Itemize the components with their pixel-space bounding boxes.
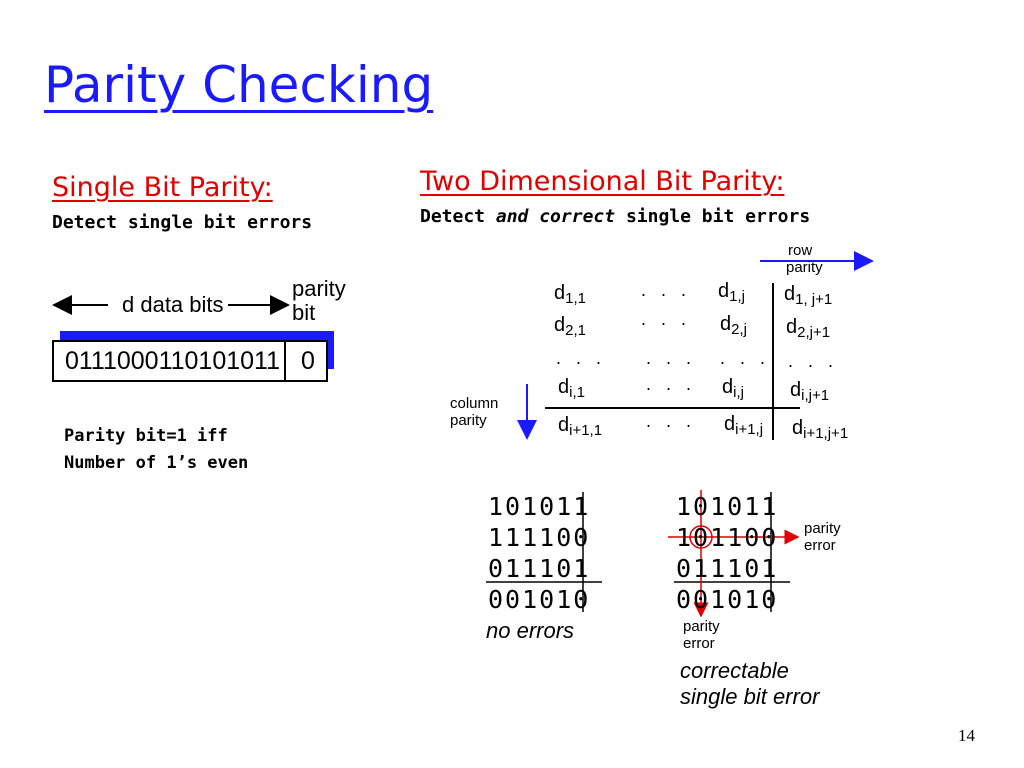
cell-d-1-j1: $d_{1, j+1}$	[784, 283, 833, 308]
ok-row-2: 111100	[488, 523, 591, 552]
page-number: 14	[958, 726, 975, 745]
err-row-1: 101011	[676, 492, 779, 521]
cell-d-i1-j1: $d_{i+1,j+1}$	[792, 417, 849, 442]
column-parity-label: column parity	[450, 395, 499, 429]
dots-col-mid: . . .	[646, 348, 697, 368]
cell-d-2-j: $d_{2,j}$	[720, 313, 747, 338]
correctable-caption: correctable single bit error	[680, 658, 820, 709]
cell-d-i-j: $d_{i,j}$	[722, 376, 744, 401]
parity-bit-value: 0	[301, 347, 315, 375]
data-bits-value: 0111000110101011	[54, 342, 286, 380]
cell-d-1-j: $d_{1,j}$	[718, 280, 745, 305]
two-d-parity-subheading: Detect and correct single bit errors	[420, 206, 811, 227]
dots-ri1: . . .	[646, 411, 697, 431]
single-parity-subheading: Detect single bit errors	[52, 212, 313, 233]
ok-row-1: 101011	[488, 492, 591, 521]
page-title: Parity Checking	[44, 56, 434, 114]
cell-d-i-1: $d_{i,1}$	[558, 376, 585, 401]
cell-d-1-1: $d_{1,1}$	[554, 282, 586, 307]
cell-d-2-1: $d_{2,1}$	[554, 314, 586, 339]
dots-ri: . . .	[646, 374, 697, 394]
parity-note-line-2: Number of 1’s even	[64, 453, 249, 473]
single-parity-heading: Single Bit Parity:	[52, 172, 273, 203]
dots-col-j: . . .	[720, 348, 771, 368]
err-row-3: 011101	[676, 554, 779, 583]
parity-word-box	[52, 340, 328, 382]
column-error-label: parity error	[683, 618, 720, 652]
err-row-4: 001010	[676, 585, 779, 614]
row-error-label: parity error	[804, 520, 841, 554]
cell-d-i1-j: $d_{i+1,j}$	[724, 413, 764, 438]
dots-r2: . . .	[641, 309, 692, 329]
cell-d-2-j1: $d_{2,j+1}$	[786, 316, 831, 341]
parity-bit-label: parity bit	[292, 276, 346, 325]
dots-r1: . . .	[641, 280, 692, 300]
row-parity-label: row parity	[786, 242, 823, 276]
ok-row-3: 011101	[488, 554, 591, 583]
dots-col-j1: . . .	[788, 351, 839, 371]
two-d-parity-heading: Two Dimensional Bit Parity:	[420, 166, 785, 197]
no-errors-caption: no errors	[486, 618, 575, 643]
cell-d-i1-1: $d_{i+1,1}$	[558, 414, 603, 439]
dots-col-1: . . .	[556, 348, 607, 368]
parity-note-line-1: Parity bit=1 iff	[64, 426, 228, 446]
data-bits-label: d data bits	[122, 292, 224, 317]
ok-row-4: 001010	[488, 585, 591, 614]
err-row-2: 101100	[676, 523, 779, 552]
cell-d-i-j1: $d_{i,j+1}$	[790, 379, 830, 404]
